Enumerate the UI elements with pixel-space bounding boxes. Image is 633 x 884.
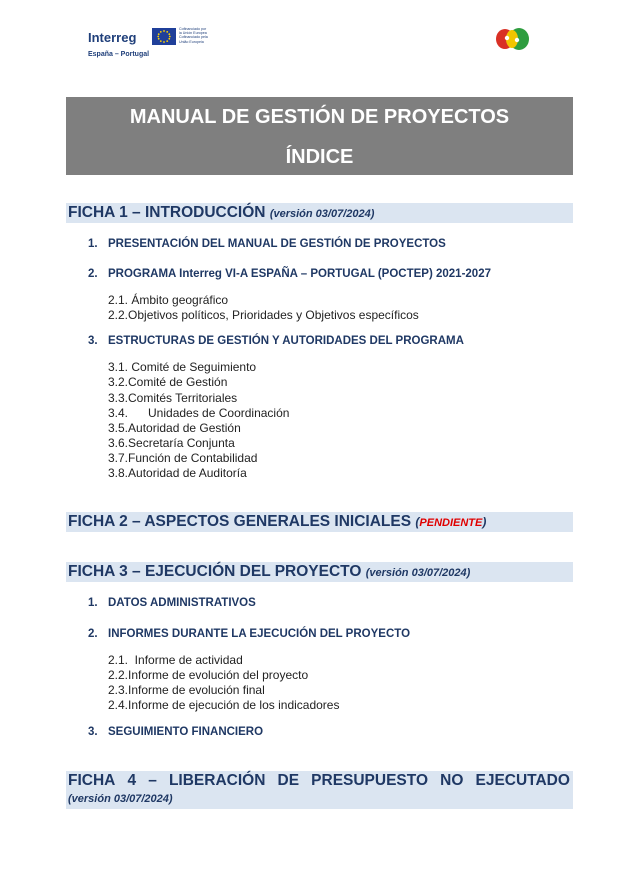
toc-subitem[interactable]: 3.1. Comité de Seguimiento xyxy=(108,360,257,374)
eu-text-line: la Unión Europea xyxy=(179,31,207,36)
document-title: MANUAL DE GESTIÓN DE PROYECTOS xyxy=(129,106,510,128)
toc-item-programa[interactable] xyxy=(88,268,491,280)
toc-subitem[interactable]: 3.7.Función de Contabilidad xyxy=(108,451,258,465)
interreg-wordmark: Interreg xyxy=(88,30,137,45)
eu-text-line: Cofinanciado pela xyxy=(179,35,208,40)
toc-subitem[interactable]: 2.4.Informe de ejecución de los indicadores xyxy=(108,698,340,712)
ficha-3-heading[interactable] xyxy=(66,562,573,582)
toc-subitem[interactable]: 3.5.Autoridad de Gestión xyxy=(108,421,241,435)
toc-subitem[interactable]: 2.2.Objetivos políticos, Prioridades y Objetivos específicos xyxy=(108,308,419,322)
toc-item-label: DATOS ADMINISTRATIVOS xyxy=(108,597,256,609)
toc-item-datos[interactable] xyxy=(88,597,256,609)
toc-item-label: SEGUIMIENTO FINANCIERO xyxy=(108,726,264,738)
toc-item-number: 3. xyxy=(88,726,98,738)
ficha-4-heading[interactable] xyxy=(66,771,573,809)
ficha-2-paren-close: ) xyxy=(482,515,487,529)
eu-cofunding-text xyxy=(179,27,213,44)
toc-subitem[interactable]: 2.1. Ámbito geográfico xyxy=(108,293,229,307)
region-label: España – Portugal xyxy=(88,51,150,58)
ficha-2-status: PENDIENTE xyxy=(419,517,483,529)
ficha-4-title-word: PRESUPUESTO xyxy=(311,772,429,789)
ficha-2-title: FICHA 2 – ASPECTOS GENERALES INICIALES xyxy=(68,513,412,530)
ficha-4-title-word: DE xyxy=(277,772,300,789)
poctep-logo-icon xyxy=(495,27,531,56)
ficha-1-heading[interactable] xyxy=(66,203,573,223)
toc-item-seguimiento[interactable] xyxy=(88,726,263,738)
ficha-2-paren-open: ( xyxy=(415,515,420,529)
ficha-4-title-word: FICHA xyxy=(68,772,116,789)
toc-item-informes[interactable] xyxy=(88,628,410,640)
interreg-logo xyxy=(88,26,218,62)
eu-text-line: Cofinanciado por xyxy=(179,27,207,31)
toc-item-number: 2. xyxy=(88,628,98,640)
toc-subitem[interactable]: 2.1. Informe de actividad xyxy=(108,653,243,667)
toc-subitem[interactable]: 3.4. Unidades de Coordinación xyxy=(108,406,290,420)
document-title-band xyxy=(66,97,573,175)
toc-subitem[interactable]: 3.6.Secretaría Conjunta xyxy=(108,436,235,450)
toc-item-number: 1. xyxy=(88,597,98,609)
ficha-3-version: (versión 03/07/2024) xyxy=(365,567,471,579)
ficha-4-title-word: 4 xyxy=(127,772,137,789)
eu-flag-icon xyxy=(152,28,176,45)
eu-text-line: União Europeia xyxy=(179,39,204,44)
toc-subitem[interactable]: 3.8.Autoridad de Auditoría xyxy=(108,466,247,480)
ficha-3-title: FICHA 3 – EJECUCIÓN DEL PROYECTO xyxy=(68,563,362,580)
toc-item-presentacion[interactable] xyxy=(88,238,446,250)
ficha-1-title: FICHA 1 – INTRODUCCIÓN xyxy=(68,204,266,221)
toc-subitem[interactable]: 3.3.Comités Territoriales xyxy=(108,391,238,405)
toc-subitem[interactable]: 3.2.Comité de Gestión xyxy=(108,375,228,389)
index-heading: ÍNDICE xyxy=(285,146,354,168)
toc-item-label: INFORMES DURANTE LA EJECUCIÓN DEL PROYECTO xyxy=(108,628,411,640)
ficha-2-heading[interactable] xyxy=(66,512,573,532)
toc-item-label: PROGRAMA Interreg VI-A ESPAÑA – PORTUGAL (POCTEP) 2021-2027 xyxy=(108,268,491,280)
ficha-4-title-word: EJECUTADO xyxy=(475,772,570,789)
toc-item-label: ESTRUCTURAS DE GESTIÓN Y AUTORIDADES DEL PROGRAMA xyxy=(108,335,464,347)
ficha-4-title-word: – xyxy=(148,772,157,789)
toc-item-number: 1. xyxy=(88,238,98,250)
toc-item-label: PRESENTACIÓN DEL MANUAL DE GESTIÓN DE PROYECTOS xyxy=(108,238,446,250)
toc-item-number: 3. xyxy=(88,335,98,347)
toc-item-number: 2. xyxy=(88,268,98,280)
toc-subitem[interactable]: 2.3.Informe de evolución final xyxy=(108,683,265,697)
toc-item-estructuras[interactable] xyxy=(88,335,464,347)
ficha-4-title xyxy=(68,771,573,790)
ficha-1-version: (versión 03/07/2024) xyxy=(269,208,375,220)
ficha-4-title-word: NO xyxy=(440,772,464,789)
ficha-4-version: (versión 03/07/2024) xyxy=(68,793,173,805)
ficha-4-title-word: LIBERACIÓN xyxy=(168,772,266,789)
toc-subitem[interactable]: 2.2.Informe de evolución del proyecto xyxy=(108,668,309,682)
